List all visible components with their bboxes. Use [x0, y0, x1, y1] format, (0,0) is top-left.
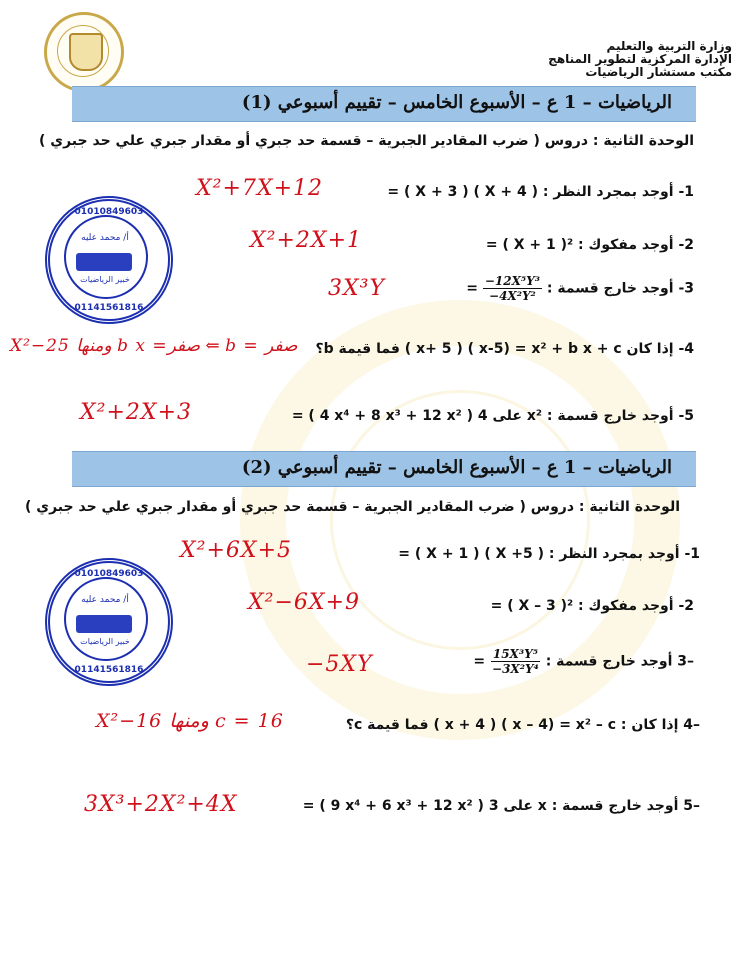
- q-label: أوجد بمجرد النظر :: [542, 184, 674, 200]
- department-name: الإدارة المركزية لتطوير المناهج: [548, 52, 732, 66]
- book-icon: [76, 253, 132, 271]
- q-number: 2-: [678, 237, 694, 253]
- q-expression: ( x+ 5 ) ( x-5) = x² + b x + c: [404, 341, 622, 357]
- q-label: أوجد بمجرد النظر :: [548, 546, 680, 562]
- s2-q5-answer: 3X³+2X²+4X: [84, 792, 238, 817]
- section-2-title-band: [72, 451, 696, 487]
- stamp-emblem-icon: [64, 577, 148, 661]
- s2-q1: 1- أوجد بمجرد النظر : ( X + 1 ) ( X +5 ) =: [398, 546, 700, 562]
- q-expression: ( X + 1 ) ( X +5 ): [414, 546, 545, 562]
- fraction-numerator: −12X⁵Y³: [484, 274, 540, 288]
- stamp-emblem-icon: [64, 215, 148, 299]
- stamp-role: خبير الرياضيات: [80, 275, 130, 284]
- stamp-name: أ/ محمد عليه: [81, 595, 129, 605]
- s2-q2: 2- أوجد مفكوك : ( X – 3 )² =: [490, 598, 694, 614]
- book-icon: [76, 615, 132, 633]
- q-number: 1-: [684, 546, 700, 562]
- q-expression: ( x + 4 ) ( x – 4) = x² – c: [433, 717, 617, 733]
- q-fraction: [483, 274, 542, 303]
- q-expression: ( X + 3 ) ( X + 4 ): [404, 184, 539, 200]
- q-label: إذا كان :: [620, 717, 679, 733]
- q-number: –3: [677, 653, 694, 670]
- q-number: –4: [683, 717, 700, 733]
- section-1-title-band: [72, 86, 696, 122]
- s2-q2-answer: X²−6X+9: [248, 590, 361, 615]
- q-expression: ( X + 1 )²: [502, 237, 574, 253]
- s2-q1-answer: X²+6X+5: [180, 538, 293, 563]
- s1-q1: 1- أوجد بمجرد النظر : ( X + 3 ) ( X + 4 ) =: [387, 184, 694, 200]
- stamp-name: أ/ محمد عليه: [81, 233, 129, 243]
- section-2-unit: الوحدة الثانية : دروس ( ضرب المقادير الجبرية – قسمة حد جبري أو مقدار جبري علي حد جبري ): [24, 499, 680, 515]
- q-fraction: [490, 647, 541, 676]
- s1-q4: [315, 341, 694, 357]
- q-number: 5-: [678, 408, 694, 424]
- fraction-denominator: −4X²Y²: [489, 289, 536, 303]
- section-1-title: الرياضيات – 1 ع – الأسبوع الخامس – تقييم أسبوعي (1): [241, 92, 672, 113]
- q-label: أوجد مفكوك :: [578, 237, 674, 253]
- eagle-emblem-icon: [69, 33, 103, 71]
- q-expression: ( 4 x⁴ + 8 x³ + 12 x² ) على 4 x²: [308, 408, 542, 424]
- q-label: أوجد خارج قسمة :: [551, 798, 679, 814]
- fraction-numerator: 15X³Y⁵: [492, 647, 538, 661]
- q-expression: ( 9 x⁴ + 6 x³ + 12 x² ) على 3 x: [319, 798, 547, 814]
- stamp-phone-bottom: 01141561816: [74, 665, 144, 675]
- ministry-seal: [44, 12, 124, 92]
- q-tail: فما قيمة c؟: [345, 717, 429, 733]
- fraction-denominator: −3X²Y⁴: [492, 662, 539, 676]
- section-1-unit: الوحدة الثانية : دروس ( ضرب المقادير الجبرية – قسمة حد جبري أو مقدار جبري علي حد جبري ): [38, 133, 694, 149]
- stamp-phone-top: 01010849603: [74, 207, 144, 217]
- stamp-phone-top: 01010849603: [74, 569, 144, 579]
- q-number: 1-: [678, 184, 694, 200]
- ministry-header: [548, 40, 732, 79]
- s1-q2: 2- أوجد مفكوك : ( X + 1 )² =: [485, 237, 694, 253]
- teacher-stamp-1: [45, 196, 173, 324]
- office-name: مكتب مستشار الرياضيات: [585, 65, 732, 79]
- q-label: أوجد خارج قسمة :: [546, 408, 674, 424]
- q-label: أوجد خارج قسمة :: [545, 653, 673, 670]
- stamp-phone-bottom: 01141561816: [74, 303, 144, 313]
- q-tail: فما قيمة b؟: [315, 341, 400, 357]
- s1-q5: 5- أوجد خارج قسمة : ( 4 x⁴ + 8 x³ + 12 x² ) على 4 x² =: [291, 408, 694, 424]
- section-2-title: الرياضيات – 1 ع – الأسبوع الخامس – تقييم أسبوعي (2): [241, 457, 672, 478]
- s1-q4-answer: X²−25 ومنها b x =صفر ⇐ b = صفر: [10, 336, 298, 356]
- ministry-name: وزارة التربية والتعليم: [606, 39, 732, 53]
- s1-q5-answer: X²+2X+3: [80, 400, 193, 425]
- s2-q4: [346, 717, 700, 733]
- q-expression: ( X – 3 )²: [507, 598, 574, 614]
- s2-q4-answer: X²−16 ومنها c = 16: [96, 710, 284, 732]
- s2-q5: –5 أوجد خارج قسمة : ( 9 x⁴ + 6 x³ + 12 x² ) على 3 x =: [302, 798, 700, 814]
- q-number: 2-: [678, 598, 694, 614]
- s1-q1-answer: X²+7X+12: [196, 176, 324, 201]
- s1-q3: 3- أوجد خارج قسمة : $\frac{\text{−12X⁵Y³}}{\text{−4X²Y²}}$ =: [466, 274, 694, 303]
- q-number: 4-: [678, 341, 694, 357]
- q-label: إذا كان: [626, 341, 674, 357]
- stamp-role: خبير الرياضيات: [80, 637, 130, 646]
- teacher-stamp-2: [45, 558, 173, 686]
- q-number: –5: [683, 798, 700, 814]
- s1-q3-answer: 3X³Y: [328, 276, 386, 301]
- q-label: أوجد خارج قسمة :: [546, 280, 674, 297]
- s1-q2-answer: X²+2X+1: [250, 228, 363, 253]
- s2-q3-answer: −5XY: [306, 652, 373, 677]
- q-label: أوجد مفكوك :: [578, 598, 674, 614]
- q-number: 3-: [678, 280, 694, 297]
- s2-q3: –3 أوجد خارج قسمة : $\frac{\text{15X³Y⁵}}{\text{−3X²Y⁴}}$ =: [473, 647, 694, 676]
